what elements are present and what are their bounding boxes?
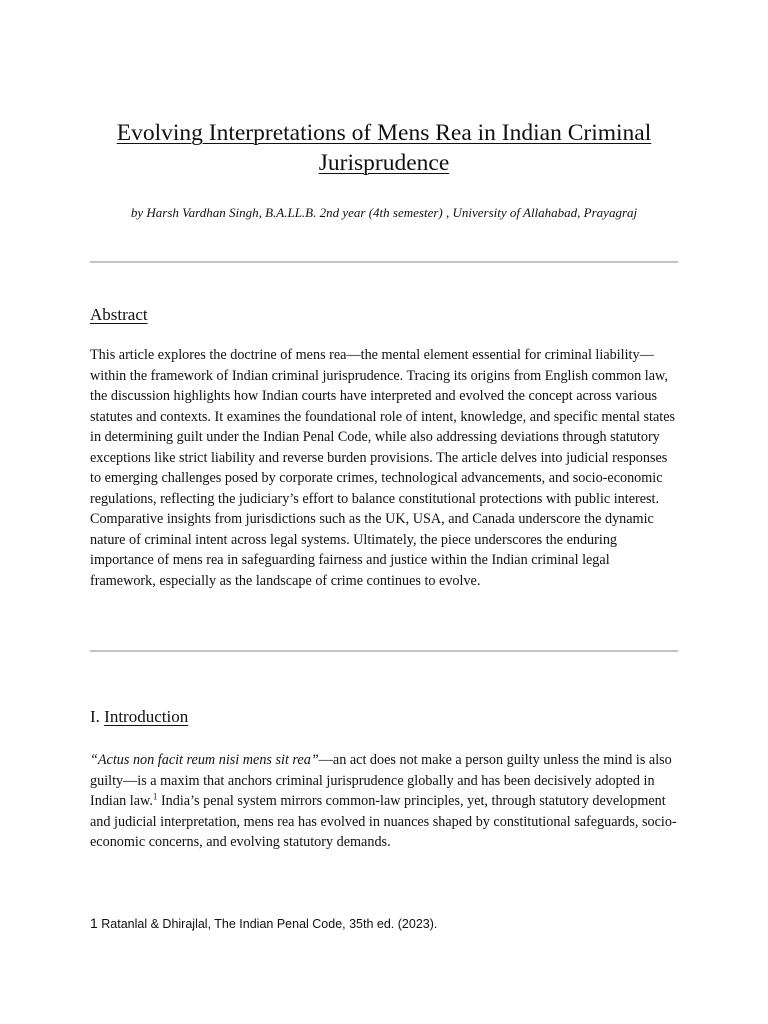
footnote-number: 1	[90, 915, 98, 931]
abstract-heading-label: Abstract	[90, 305, 148, 324]
footnote-reference[interactable]: 1	[152, 791, 158, 802]
introduction-heading-label: Introduction	[104, 707, 189, 726]
abstract-heading	[90, 304, 148, 326]
divider-line	[90, 650, 678, 652]
footnote	[90, 914, 678, 933]
section-number: I.	[90, 707, 100, 726]
author-byline: by Harsh Vardhan Singh, B.A.LL.B. 2nd year (4th semester) , University of Allahabad, Prayagraj	[130, 205, 638, 220]
divider-line	[90, 261, 678, 263]
latin-maxim: “Actus non facit reum nisi mens sit rea”	[90, 752, 319, 768]
footnote-text: Ratanlal & Dhirajlal, The Indian Penal Code, 35th ed. (2023).	[97, 917, 438, 931]
document-title: Evolving Interpretations of Mens Rea in Indian Criminal Jurisprudence	[116, 120, 652, 176]
introduction-text-part1: —an act does not make a person guilty unless the mind is also guilty—is a maxim that anchors criminal jurisprudence globally and has been decisively adopted in Indian law.	[90, 752, 672, 809]
introduction-text-part2: India’s penal system mirrors common-law principles, yet, through statutory development and judicial interpretation, mens rea has evolved in nuances shaped by constitutional safeguards, socio-economic concerns, and evolving statutory demands.	[90, 793, 677, 850]
abstract-paragraph: This article explores the doctrine of mens rea—the mental element essential for criminal liability—within the framework of Indian criminal jurisprudence. Tracing its origins from English common law, the discussion highlights how Indian courts have interpreted and evolved the concept across various statutes and contexts. It examines the foundational role of intent, knowledge, and specific mental states in determining guilt under the Indian Penal Code, while also addressing deviations through statutory exceptions like strict liability and reverse burden provisions. The article delves into judicial responses to emerging challenges posed by corporate crimes, technological advancements, and socio-economic regulations, reflecting the judiciary’s effort to balance constitutional protections with public interest. Comparative insights from jurisdictions such as the UK, USA, and Canada underscore the dynamic nature of criminal intent across legal systems. Ultimately, the piece underscores the enduring importance of mens rea in safeguarding fairness and justice within the Indian criminal legal framework, especially as the landscape of crime continues to evolve.	[90, 347, 676, 589]
introduction-heading	[90, 706, 188, 728]
introduction-paragraph	[90, 750, 678, 853]
